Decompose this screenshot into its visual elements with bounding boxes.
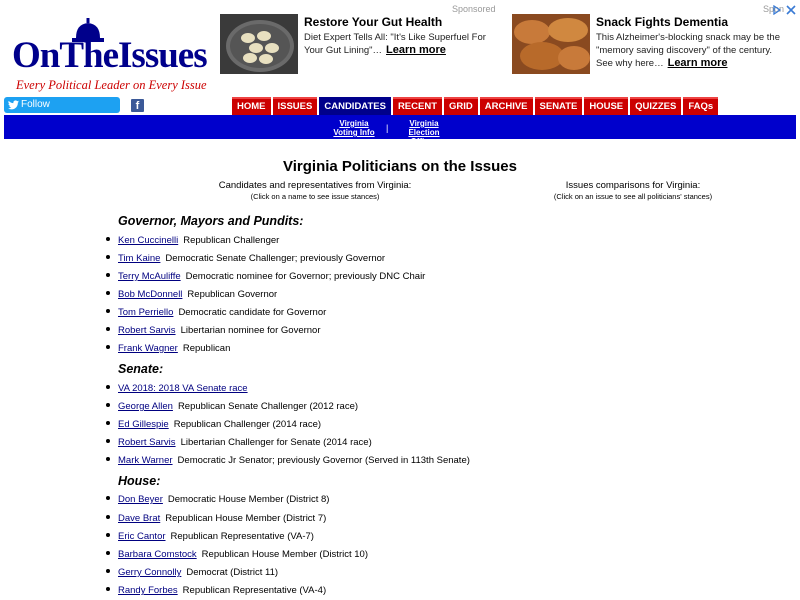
nav-tab-quizzes[interactable]: QUIZZES [630, 97, 681, 115]
logo-text: OnTheIssues [12, 35, 207, 76]
ad-body: Diet Expert Tells All: "It's Like Superfuel For Your Gut Lining"… Learn more [304, 32, 486, 56]
list-item: Bob McDonnell Republican Governor [106, 289, 277, 300]
twitter-icon [8, 100, 19, 110]
subnav-election-offices[interactable]: Virginia Election Offices [408, 119, 440, 146]
list-item: Dave Brat Republican House Member (District 7) [106, 513, 326, 524]
twitter-follow-label: Follow [21, 99, 50, 110]
close-icon[interactable] [786, 5, 796, 15]
sub-nav-bar [4, 115, 796, 146]
politician-link[interactable]: Dave Brat [118, 513, 161, 524]
politician-link[interactable]: Tim Kaine [118, 253, 161, 264]
ad-card[interactable] [512, 14, 782, 76]
politician-link[interactable]: Ken Cuccinelli [118, 235, 179, 246]
issues-column-header: Issues comparisons for Virginia: (Click on an issue to see all politicians' stances) [553, 180, 713, 201]
nav-tab-home[interactable]: HOME [232, 97, 271, 115]
nav-tab-senate[interactable]: SENATE [535, 97, 583, 115]
logo-tagline: Every Political Leader on Every Issue [16, 78, 207, 92]
politician-link[interactable]: Bob McDonnell [118, 289, 183, 300]
list-item: Randy Forbes Republican Representative (VA-4) [106, 585, 326, 596]
nav-tab-archive[interactable]: ARCHIVE [480, 97, 533, 115]
ad-image [220, 14, 298, 74]
politician-link[interactable]: Don Beyer [118, 494, 163, 505]
nav-tab-issues[interactable]: ISSUES [273, 97, 318, 115]
list-item: Eric Cantor Republican Representative (VA-7) [106, 531, 314, 542]
main-nav [232, 97, 720, 115]
politician-link[interactable]: Tom Perriello [118, 307, 174, 318]
subnav-separator: | [386, 123, 389, 133]
list-item: Robert Sarvis Libertarian nominee for Governor [106, 325, 321, 336]
learn-more-link[interactable]: Learn more [667, 57, 728, 69]
nav-tab-grid[interactable]: GRID [444, 97, 478, 115]
politician-link[interactable]: Robert Sarvis [118, 437, 176, 448]
politician-link[interactable]: Robert Sarvis [118, 325, 176, 336]
list-item: Don Beyer Democratic House Member (District 8) [106, 494, 329, 505]
nav-tab-house[interactable]: HOUSE [584, 97, 628, 115]
list-item: George Allen Republican Senate Challenger (2012 race) [106, 401, 358, 412]
politician-link[interactable]: Frank Wagner [118, 343, 178, 354]
candidates-column-header: Candidates and representatives from Virginia: (Click on a name to see issue stances) [218, 180, 412, 201]
twitter-follow-button[interactable] [4, 97, 120, 113]
list-item: Gerry Connolly Democrat (District 11) [106, 567, 278, 578]
list-item: Terry McAuliffe Democratic nominee for Governor; previously DNC Chair [106, 271, 425, 282]
section-heading: Governor, Mayors and Pundits: [118, 214, 304, 228]
politician-link[interactable]: Randy Forbes [118, 585, 178, 596]
adchoices-icon[interactable] [772, 5, 782, 15]
politician-link[interactable]: Ed Gillespie [118, 419, 169, 430]
ad-body: This Alzheimer's-blocking snack may be the "memory saving discovery" of the century. See why here… Learn more [596, 32, 780, 69]
list-item: Barbara Comstock Republican House Member (District 10) [106, 549, 368, 560]
adchoices-label[interactable]: Spon [762, 4, 784, 14]
politician-link[interactable]: Terry McAuliffe [118, 271, 181, 282]
list-item: Tom Perriello Democratic candidate for Governor [106, 307, 326, 318]
subnav-voting-info[interactable]: Virginia Voting Info [333, 119, 375, 137]
race-link[interactable]: VA 2018: 2018 VA Senate race [118, 383, 248, 394]
list-item: Mark Warner Democratic Jr Senator; previously Governor (Served in 113th Senate) [106, 455, 470, 466]
politician-link[interactable]: George Allen [118, 401, 173, 412]
list-item: Tim Kaine Democratic Senate Challenger; previously Governor [106, 253, 385, 264]
learn-more-link[interactable]: Learn more [386, 44, 446, 56]
list-item: Ken Cuccinelli Republican Challenger [106, 235, 279, 246]
list-item: Frank Wagner Republican [106, 343, 230, 354]
ad-image [512, 14, 590, 74]
politician-link[interactable]: Mark Warner [118, 455, 173, 466]
nav-tab-faqs[interactable]: FAQs [683, 97, 718, 115]
nav-tab-recent[interactable]: RECENT [393, 97, 442, 115]
sponsored-label: Sponsored [452, 4, 496, 14]
list-item [106, 383, 253, 394]
nav-tab-candidates[interactable]: CANDIDATES [319, 97, 391, 115]
list-item: Ed Gillespie Republican Challenger (2014 race) [106, 419, 321, 430]
section-heading: Senate: [118, 362, 164, 376]
ad-card[interactable] [220, 14, 500, 76]
ad-title[interactable]: Snack Fights Dementia [596, 15, 729, 29]
list-item: Robert Sarvis Libertarian Challenger for Senate (2014 race) [106, 437, 372, 448]
section-heading: House: [118, 474, 161, 488]
page-title: Virginia Politicians on the Issues [283, 158, 517, 175]
facebook-icon[interactable]: f [131, 99, 144, 112]
ad-title[interactable]: Restore Your Gut Health [304, 15, 443, 29]
politician-link[interactable]: Eric Cantor [118, 531, 166, 542]
politician-link[interactable]: Gerry Connolly [118, 567, 182, 578]
politician-link[interactable]: Barbara Comstock [118, 549, 197, 560]
site-logo[interactable] [12, 18, 212, 92]
